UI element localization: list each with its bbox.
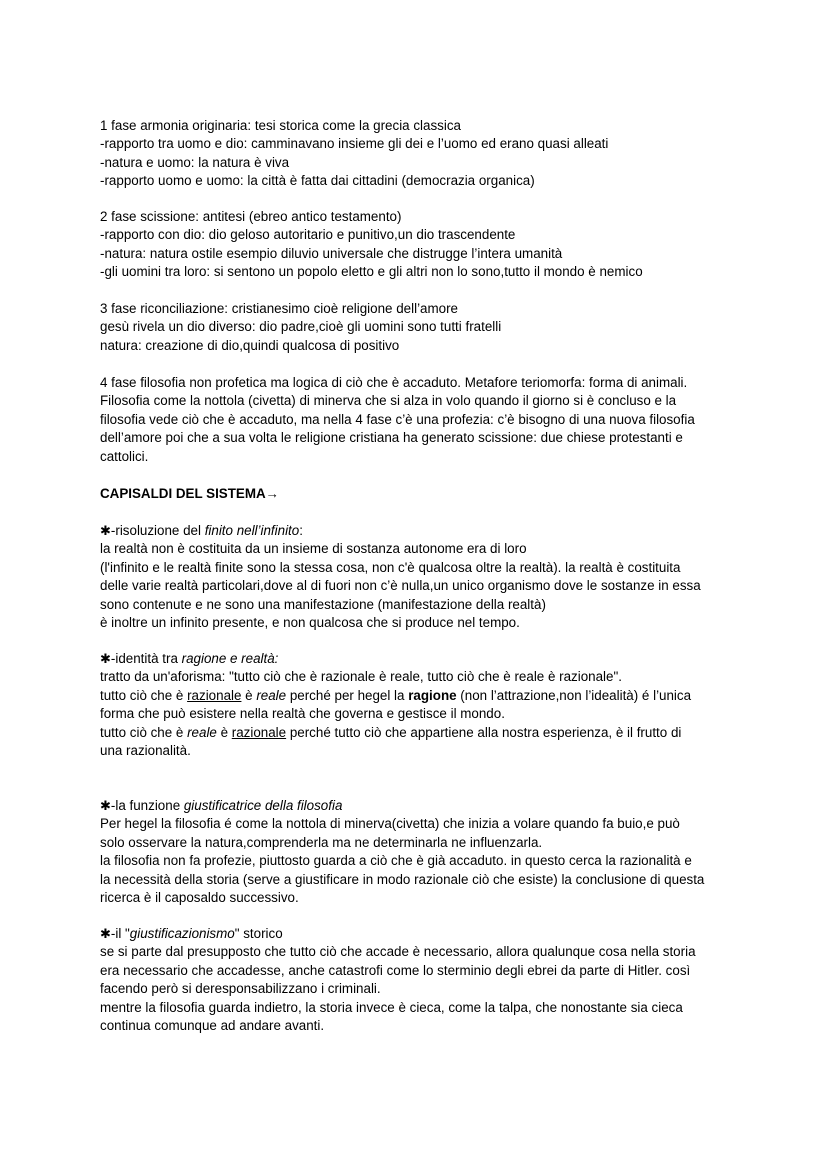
text-line: sono contenute e ne sono una manifestazione (manifestazione della realtà) — [100, 596, 546, 612]
text-line: (l'infinito e le realtà finite sono la stessa cosa, non c'è qualcosa oltre la realtà). la realtà è costituita — [100, 559, 681, 575]
text-line: 3 fase riconciliazione: cristianesimo cioè religione dell’amore — [100, 301, 458, 316]
text-line: era necessario che accadesse, anche catastrofi come lo sterminio degli ebrei da parte di Hitler. così — [100, 962, 691, 978]
text-line: gesù rivela un dio diverso: dio padre,cioè gli uomini sono tutti fratelli — [100, 319, 502, 335]
text-line: tutto ciò che è razionale è reale perché per hegel la ragione (non l’attrazione,non l’idealità) é l’unica — [100, 687, 692, 703]
text-line: delle varie realtà particolari,dove al di fuori non c’è nulla,un unico organismo dove le sostanze in essa — [100, 578, 701, 594]
text-line: filosofia vede ciò che è accaduto, ma nella 4 fase c’è una profezia: c’è bisogno di una nuova filosofia — [100, 411, 695, 427]
text-line: tratto da un'aforisma: "tutto ciò che è razionale è reale, tutto ciò che è reale è razionale". — [100, 669, 622, 685]
caposaldo-4 — [100, 925, 740, 1035]
text-line: 4 fase filosofia non profetica ma logica di ciò che è accaduto. Metafore teriomorfa: forma di animali. — [100, 375, 688, 390]
caposaldo-title: ✱-la funzione giustificatrice della filosofia — [100, 798, 343, 813]
text-line: dell’amore poi che a sua volta le religione cristiana ha generato scissione: due chiese protestanti e — [100, 430, 683, 446]
text-line: tutto ciò che è reale è razionale perché tutto ciò che appartiene alla nostra esperienza, è il frutto di — [100, 724, 682, 740]
text-line: Filosofia come la nottola (civetta) di minerva che si alza in volo quando il giorno si è concluso e la — [100, 393, 677, 409]
text-line: Per hegel la filosofia é come la nottola di minerva(civetta) che inizia a volare quando fa buio,e può — [100, 816, 680, 832]
caposaldo-3 — [100, 797, 740, 907]
text-line: natura: creazione di dio,quindi qualcosa di positivo — [100, 337, 400, 353]
text-line: la realtà non è costituita da un insieme di sostanza autonome era di loro — [100, 541, 527, 557]
section-heading — [100, 485, 740, 503]
asterisk-icon: ✱ — [100, 798, 111, 813]
caposaldo-title: ✱-risoluzione del finito nell’infinito: — [100, 523, 303, 538]
text-line: 2 fase scissione: antitesi (ebreo antico testamento) — [100, 209, 402, 224]
text-line: è inoltre un infinito presente, e non qualcosa che si produce nel tempo. — [100, 615, 520, 631]
text-line: mentre la filosofia guarda indietro, la storia invece è cieca, come la talpa, che nonostante sia cieca — [100, 999, 683, 1015]
asterisk-icon: ✱ — [100, 523, 111, 538]
text-line: la necessità della storia (serve a giustificare in modo razionale ciò che esiste) la conclusione di questa — [100, 871, 705, 887]
text-line: se si parte dal presupposto che tutto ciò che accade è necessario, allora qualunque cosa nella storia — [100, 944, 696, 960]
text-line: continua comunque ad andare avanti. — [100, 1018, 325, 1034]
caposaldo-title: ✱-identità tra ragione e realtà: — [100, 651, 279, 666]
text-line: -rapporto uomo e uomo: la città è fatta dai cittadini (democrazia organica) — [100, 173, 535, 189]
text-line: -natura: natura ostile esempio diluvio universale che distrugge l’intera umanità — [100, 245, 563, 261]
heading-capisaldi: CAPISALDI DEL SISTEMA→ — [100, 486, 280, 501]
text-line: facendo però si deresponsabilizzano i criminali. — [100, 981, 381, 997]
text-line: la filosofia non fa profezie, piuttosto guarda a ciò che è già accaduto. in questo cerca la razionalità e — [100, 853, 692, 869]
asterisk-icon: ✱ — [100, 926, 111, 941]
text-line: cattolici. — [100, 448, 149, 464]
text-line: una razionalità. — [100, 743, 191, 759]
section-fase-2 — [100, 208, 740, 282]
section-fase-1 — [100, 117, 740, 191]
section-fase-3 — [100, 300, 740, 355]
text-line: solo osservare la natura,comprenderla ma ne determinarla ne influenzarla. — [100, 834, 543, 850]
caposaldo-2 — [100, 650, 740, 760]
text-line: 1 fase armonia originaria: tesi storica come la grecia classica — [100, 118, 461, 133]
text-line: -gli uomini tra loro: si sentono un popolo eletto e gli altri non lo sono,tutto il mondo è nemico — [100, 264, 643, 280]
caposaldo-1 — [100, 522, 740, 632]
caposaldo-title: ✱-il "giustificazionismo" storico — [100, 926, 283, 941]
asterisk-icon: ✱ — [100, 651, 111, 666]
text-line: ricerca è il caposaldo successivo. — [100, 890, 299, 906]
text-line: forma che può esistere nella realtà che governa e gestisce il mondo. — [100, 706, 505, 722]
section-fase-4 — [100, 374, 740, 466]
text-line: -natura e uomo: la natura è viva — [100, 154, 290, 170]
text-line: -rapporto con dio: dio geloso autoritario e punitivo,un dio trascendente — [100, 227, 516, 243]
text-line: -rapporto tra uomo e dio: camminavano insieme gli dei e l’uomo ed erano quasi alleati — [100, 136, 609, 152]
